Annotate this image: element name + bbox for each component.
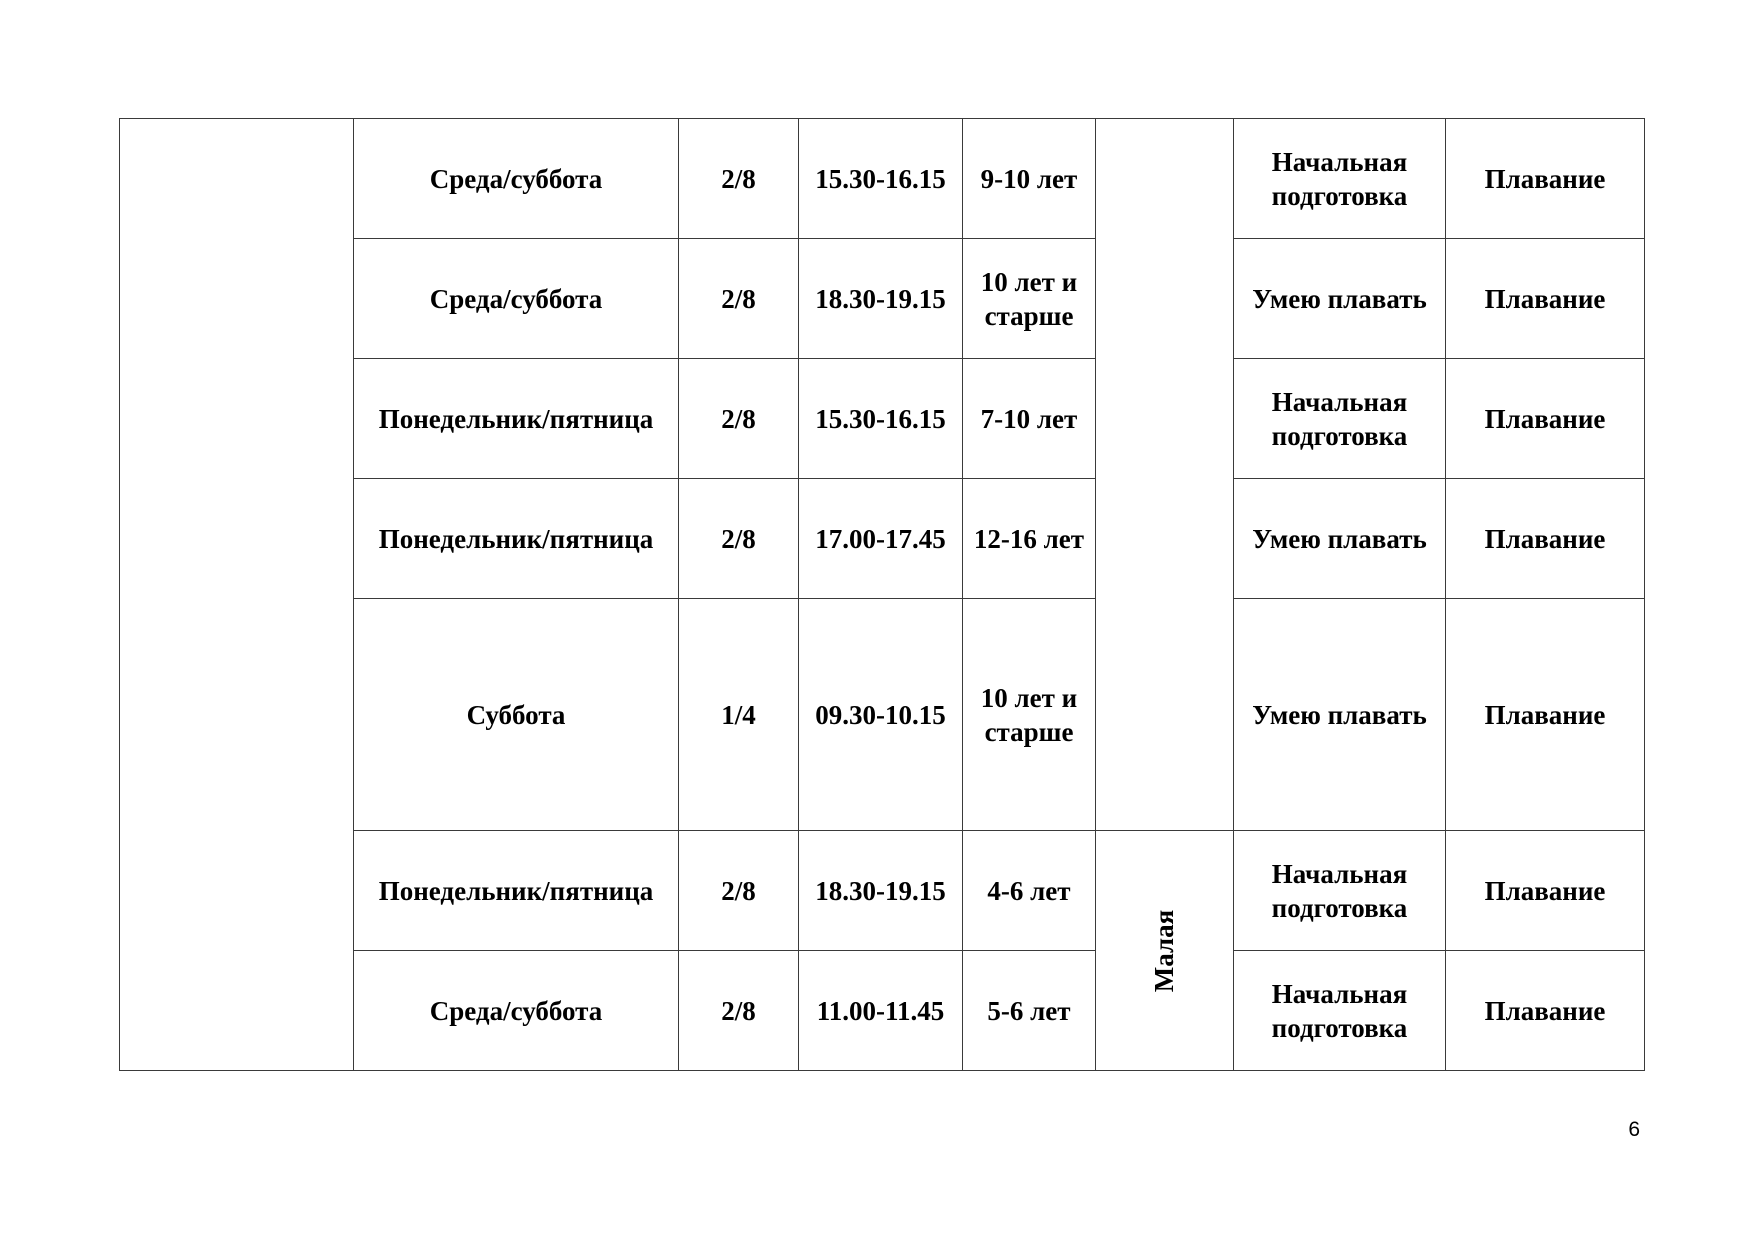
sport-cell: Плавание (1446, 119, 1645, 239)
age-cell: 7-10 лет (963, 359, 1096, 479)
level-cell: Умею плавать (1234, 479, 1446, 599)
level-cell: Начальная подготовка (1234, 359, 1446, 479)
level-cell: Умею плавать (1234, 599, 1446, 831)
frequency-cell: 2/8 (679, 831, 799, 951)
age-cell: 10 лет и старше (963, 599, 1096, 831)
frequency-cell: 1/4 (679, 599, 799, 831)
sport-cell: Плавание (1446, 359, 1645, 479)
sport-cell: Плавание (1446, 599, 1645, 831)
time-cell: 09.30-10.15 (799, 599, 963, 831)
days-cell: Суббота (354, 599, 679, 831)
time-cell: 15.30-16.15 (799, 119, 963, 239)
table-row (120, 119, 1645, 239)
frequency-cell: 2/8 (679, 951, 799, 1071)
frequency-cell: 2/8 (679, 119, 799, 239)
days-cell: Понедельник/пятница (354, 359, 679, 479)
time-cell: 15.30-16.15 (799, 359, 963, 479)
level-cell: Начальная подготовка (1234, 831, 1446, 951)
age-cell: 9-10 лет (963, 119, 1096, 239)
frequency-cell: 2/8 (679, 479, 799, 599)
age-cell: 12-16 лет (963, 479, 1096, 599)
level-cell: Умею плавать (1234, 239, 1446, 359)
age-cell: 5-6 лет (963, 951, 1096, 1071)
page-number: 6 (1628, 1118, 1640, 1141)
time-cell: 17.00-17.45 (799, 479, 963, 599)
schedule-table (119, 118, 1645, 1071)
age-cell: 4-6 лет (963, 831, 1096, 951)
time-cell: 18.30-19.15 (799, 831, 963, 951)
time-cell: 18.30-19.15 (799, 239, 963, 359)
level-cell: Начальная подготовка (1234, 951, 1446, 1071)
days-cell: Среда/суббота (354, 239, 679, 359)
pool-cell (1096, 831, 1234, 1071)
sport-cell: Плавание (1446, 831, 1645, 951)
days-cell: Понедельник/пятница (354, 479, 679, 599)
days-cell: Среда/суббота (354, 951, 679, 1071)
blank-first-column-cell (120, 119, 354, 1071)
age-cell: 10 лет и старше (963, 239, 1096, 359)
time-cell: 11.00-11.45 (799, 951, 963, 1071)
frequency-cell: 2/8 (679, 359, 799, 479)
frequency-cell: 2/8 (679, 239, 799, 359)
sport-cell: Плавание (1446, 951, 1645, 1071)
pool-cell (1096, 119, 1234, 831)
pool-label: Малая (1149, 909, 1180, 992)
days-cell: Понедельник/пятница (354, 831, 679, 951)
level-cell: Начальная подготовка (1234, 119, 1446, 239)
days-cell: Среда/суббота (354, 119, 679, 239)
sport-cell: Плавание (1446, 479, 1645, 599)
sport-cell: Плавание (1446, 239, 1645, 359)
